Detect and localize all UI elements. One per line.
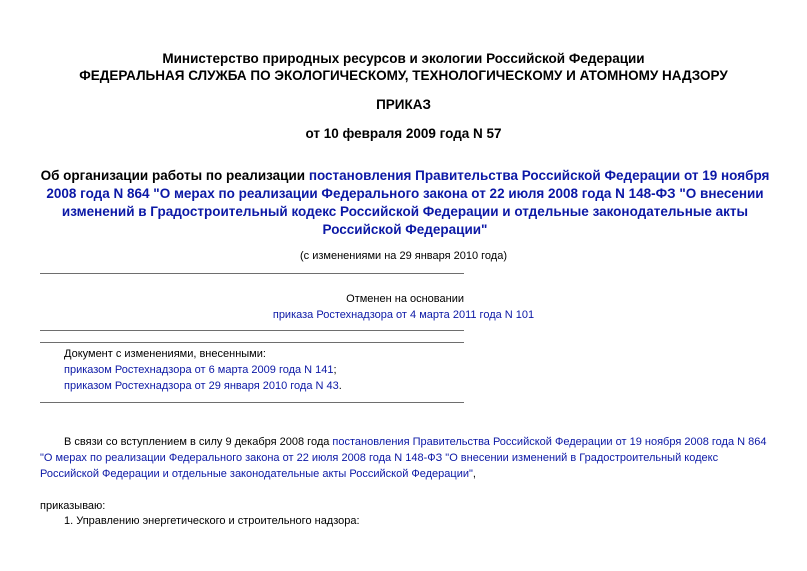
document-title <box>40 167 770 239</box>
divider <box>40 402 464 403</box>
order-word: приказываю: <box>40 500 106 512</box>
change-suffix: ; <box>333 364 337 376</box>
service-name: ФЕДЕРАЛЬНАЯ СЛУЖБА ПО ЭКОЛОГИЧЕСКОМУ, ТЕХНОЛОГИЧЕСКОМУ И АТОМНОМУ НАДЗОРУ <box>79 68 728 83</box>
intro-prefix: В связи со вступлением в силу 9 декабря 2008 года <box>64 436 333 448</box>
intro-suffix: , <box>472 468 476 480</box>
title-link[interactable]: постановления Правительства Российской Федерации от 19 ноября 2008 года N 864 "О мерах по реализации Федерального закона от 22 июля 2008 года N 148-ФЗ "О внесении изменений в Градостроительный кодекс Российской Федерации и отдельные законодательные акты Российской Федерации" <box>46 168 770 237</box>
amendment-note: (с изменениями на 29 января 2010 года) <box>299 250 507 262</box>
ministry-name: Министерство природных ресурсов и экологии Российской Федерации <box>162 51 645 66</box>
changes-label: Документ с изменениями, внесенными: <box>64 348 266 360</box>
change-link[interactable]: приказом Ростехнадзора от 6 марта 2009 года N 141 <box>64 364 334 376</box>
change-link[interactable]: приказом Ростехнадзора от 29 января 2010 года N 43 <box>64 380 339 392</box>
change-suffix: . <box>338 380 342 392</box>
title-prefix: Об организации работы по реализации <box>40 168 309 183</box>
divider <box>40 342 464 343</box>
changes-item <box>64 378 342 394</box>
cancel-label: Отменен на основании <box>346 293 464 305</box>
changes-item <box>64 362 337 378</box>
cancel-link[interactable]: приказа Ростехнадзора от 4 марта 2011 года N 101 <box>272 309 535 321</box>
document-date: от 10 февраля 2009 года N 57 <box>305 126 502 141</box>
document-type: ПРИКАЗ <box>376 97 431 112</box>
intro-link[interactable]: постановления Правительства Российской Федерации от 19 ноября 2008 года N 864 "О мерах по реализации Федерального закона от 22 июля 2008 года N 148-ФЗ "О внесении изменений в Градостроительный кодекс Российской Федерации и отдельные законодательные акты Российской Федерации" <box>40 436 767 480</box>
order-item-1: 1. Управлению энергетического и строительного надзора: <box>64 515 360 527</box>
divider <box>40 330 464 331</box>
intro-paragraph <box>40 434 775 482</box>
divider <box>40 273 464 274</box>
